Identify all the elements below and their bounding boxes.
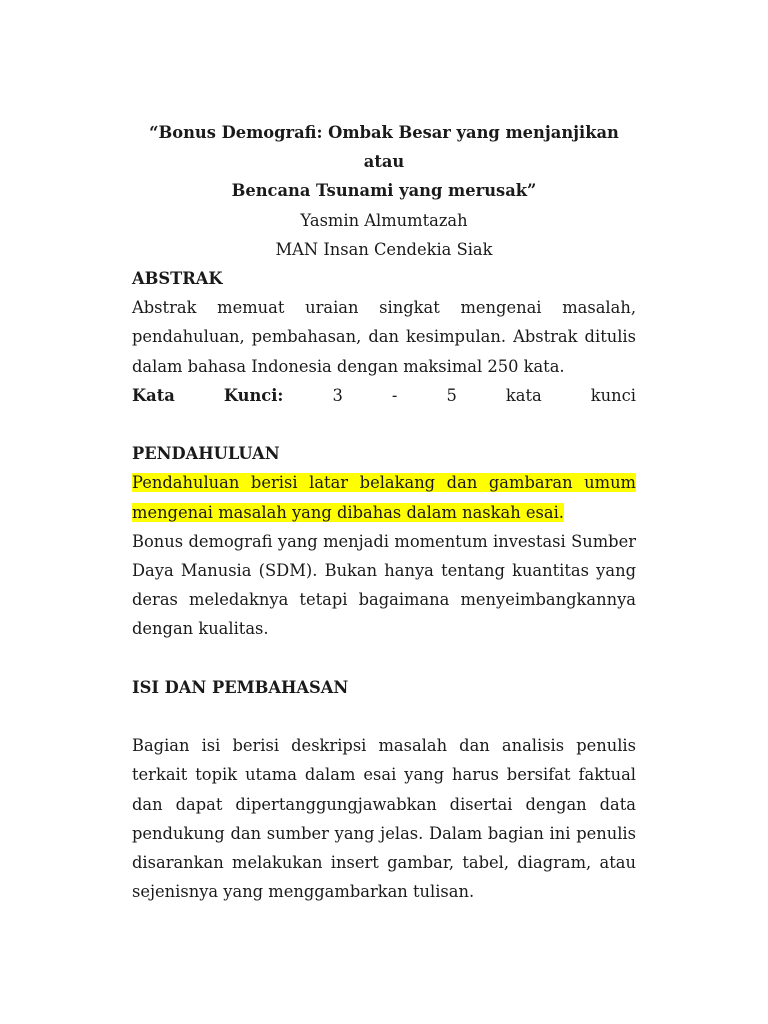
- abstract-body: Abstrak memuat uraian singkat mengenai masalah, pendahuluan, pembahasan, dan kesimpulan. Abstrak ditulis dalam bahasa Indonesia dengan maksimal 250 kata.: [132, 298, 636, 376]
- blank-line: [132, 644, 636, 673]
- discussion-body: Bagian isi berisi deskripsi masalah dan analisis penulis terkait topik utama dalam esai yang harus bersifat faktual dan dapat dipertanggungjawabkan disertai dengan data pendukung dan sumber yang jelas. Dalam bagian ini penulis disarankan melakukan insert gambar, tabel, diagram, atau sejenisnya yang menggambarkan tulisan.: [132, 736, 636, 902]
- document-title-line-2: Bencana Tsunami yang merusak”: [231, 181, 537, 201]
- keywords-label-word-1: Kata: [132, 385, 175, 405]
- keywords-line: [132, 381, 636, 410]
- keywords-word-5: kunci: [590, 385, 636, 405]
- keywords-word-4: kata: [505, 385, 542, 405]
- blank-line: [132, 702, 636, 731]
- author-name: Yasmin Almumtazah: [300, 210, 468, 230]
- introduction-heading: PENDAHULUAN: [132, 444, 280, 464]
- document-page: [132, 118, 636, 906]
- keywords-label-word-2: Kunci:: [223, 385, 284, 405]
- abstract-heading: ABSTRAK: [132, 269, 223, 289]
- introduction-body: Bonus demografi yang menjadi momentum investasi Sumber Daya Manusia (SDM). Bukan hanya tentang kuantitas yang deras meledaknya tetapi bagaimana menyeimbangkannya dengan kualitas.: [132, 531, 636, 639]
- blank-line: [132, 410, 636, 439]
- institution-name: MAN Insan Cendekia Siak: [275, 239, 493, 259]
- document-title-line-1: “Bonus Demografi: Ombak Besar yang menjanjikan atau: [149, 123, 619, 172]
- keywords-word-3: 5: [446, 385, 457, 405]
- keywords-word-1: 3: [332, 385, 343, 405]
- discussion-heading: ISI DAN PEMBAHASAN: [132, 677, 349, 697]
- introduction-highlighted-paragraph: [132, 468, 636, 526]
- keywords-word-2: -: [391, 385, 398, 405]
- highlighted-text: Pendahuluan berisi latar belakang dan gambaran umum mengenai masalah yang dibahas dalam naskah esai.: [132, 473, 636, 522]
